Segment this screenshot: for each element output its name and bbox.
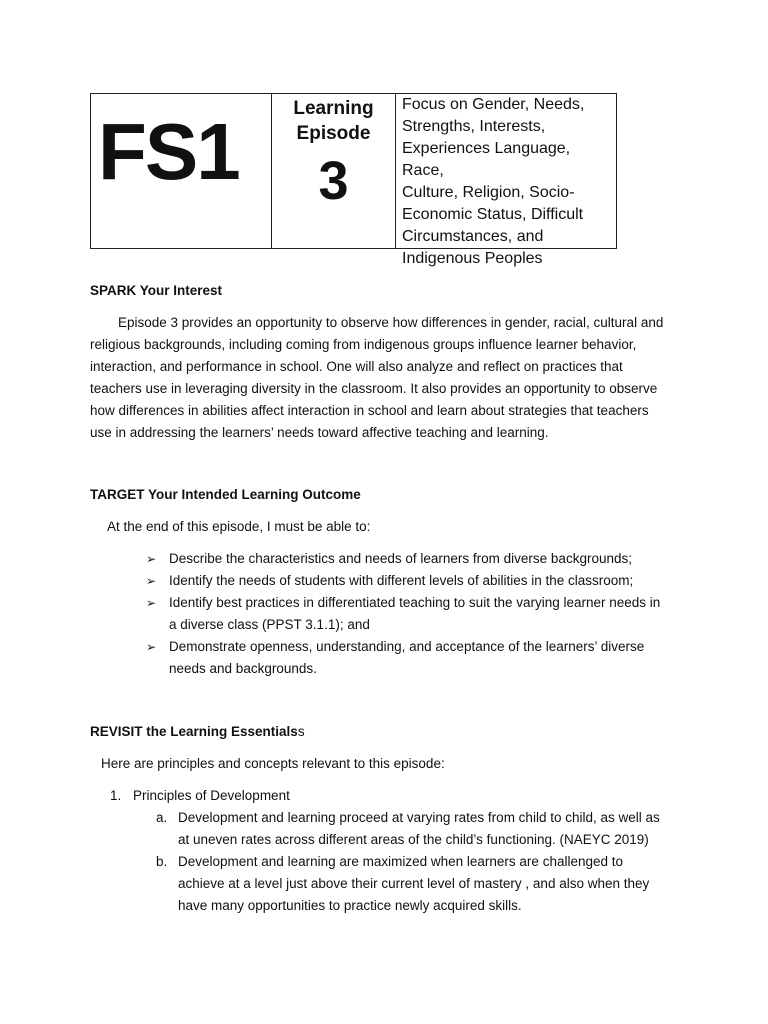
spark-line: interaction, and performance in school. One will also analyze and reflect on practices that bbox=[90, 359, 623, 374]
sub-item-text: at uneven rates across different areas of the child’s functioning. (NAEYC 2019) bbox=[178, 832, 649, 847]
sub-item-text: Development and learning proceed at varying rates from child to child, as well as bbox=[178, 810, 660, 825]
episode-number: 3 bbox=[318, 151, 349, 211]
revisit-intro: Here are principles and concepts relevant to this episode: bbox=[101, 756, 445, 771]
episode-label-line2: Episode bbox=[296, 123, 371, 144]
revisit-title-tail: s bbox=[297, 724, 305, 739]
target-intro: At the end of this episode, I must be able to: bbox=[107, 519, 371, 534]
spark-line: teachers use in leveraging diversity in the classroom. It also provides an opportunity to observe bbox=[90, 381, 658, 396]
arrow-bullet-icon: ➢ bbox=[146, 596, 157, 610]
target-title: TARGET Your Intended Learning Outcome bbox=[90, 487, 361, 502]
episode-label-line1: Learning bbox=[293, 98, 374, 119]
item-number: 1. bbox=[110, 788, 122, 803]
revisit-list bbox=[90, 785, 685, 917]
item-label: Principles of Development bbox=[133, 788, 290, 803]
spark-paragraph bbox=[90, 312, 685, 444]
list-item bbox=[90, 570, 685, 592]
list-item bbox=[90, 592, 685, 636]
focus-line: Economic Status, Difficult bbox=[402, 206, 584, 223]
spark-line: how differences in abilities affect interaction in school and learn about strategies that teachers bbox=[90, 403, 649, 418]
list-item-text: Identify the needs of students with different levels of abilities in the classroom; bbox=[169, 573, 634, 588]
spark-title: SPARK Your Interest bbox=[90, 283, 223, 298]
arrow-bullet-icon: ➢ bbox=[146, 574, 157, 588]
sub-item bbox=[90, 807, 685, 851]
focus-cell bbox=[396, 94, 616, 267]
sub-item-text: have many opportunities to practice newly acquired skills. bbox=[178, 898, 522, 913]
sub-item-letter: a. bbox=[156, 810, 168, 825]
sub-item-letter: b. bbox=[156, 854, 168, 869]
episode-label bbox=[272, 96, 395, 146]
list-item-text: Describe the characteristics and needs of learners from diverse backgrounds; bbox=[169, 551, 632, 566]
arrow-bullet-icon: ➢ bbox=[146, 640, 157, 654]
list-item bbox=[90, 636, 685, 680]
list-item-text: needs and backgrounds. bbox=[169, 661, 317, 676]
revisit-title bbox=[90, 721, 685, 743]
numbered-item bbox=[90, 785, 685, 807]
spark-line: use in addressing the learners’ needs toward affective teaching and learning. bbox=[90, 425, 549, 440]
episode-cell bbox=[272, 94, 396, 248]
focus-line: Indigenous Peoples bbox=[402, 250, 543, 267]
course-code-cell bbox=[91, 94, 272, 248]
list-item bbox=[90, 548, 685, 570]
header-table bbox=[90, 93, 617, 267]
spark-line: religious backgrounds, including coming from indigenous groups influence learner behavior, bbox=[90, 337, 637, 352]
focus-line: Culture, Religion, Socio- bbox=[402, 184, 575, 201]
course-code: FS1 bbox=[98, 107, 239, 196]
sub-item-text: achieve at a level just above their current level of mastery , and also when they bbox=[178, 876, 650, 891]
sub-item bbox=[90, 851, 685, 917]
list-item-text: a diverse class (PPST 3.1.1); and bbox=[169, 617, 370, 632]
focus-line: Strengths, Interests, bbox=[402, 118, 546, 135]
focus-line: Circumstances, and bbox=[402, 228, 544, 245]
focus-line: Experiences Language, Race, bbox=[402, 140, 571, 179]
focus-line: Focus on Gender, Needs, bbox=[402, 96, 585, 113]
list-item-text: Demonstrate openness, understanding, and acceptance of the learners’ diverse bbox=[169, 639, 645, 654]
arrow-bullet-icon: ➢ bbox=[146, 552, 157, 566]
sub-item-text: Development and learning are maximized when learners are challenged to bbox=[178, 854, 624, 869]
list-item-text: Identify best practices in differentiated teaching to suit the varying learner needs in bbox=[169, 595, 661, 610]
revisit-title-bold: REVISIT the Learning Essentials bbox=[90, 724, 298, 739]
target-list bbox=[90, 548, 685, 680]
spark-line: Episode 3 provides an opportunity to observe how differences in gender, racial, cultural and bbox=[118, 315, 664, 330]
